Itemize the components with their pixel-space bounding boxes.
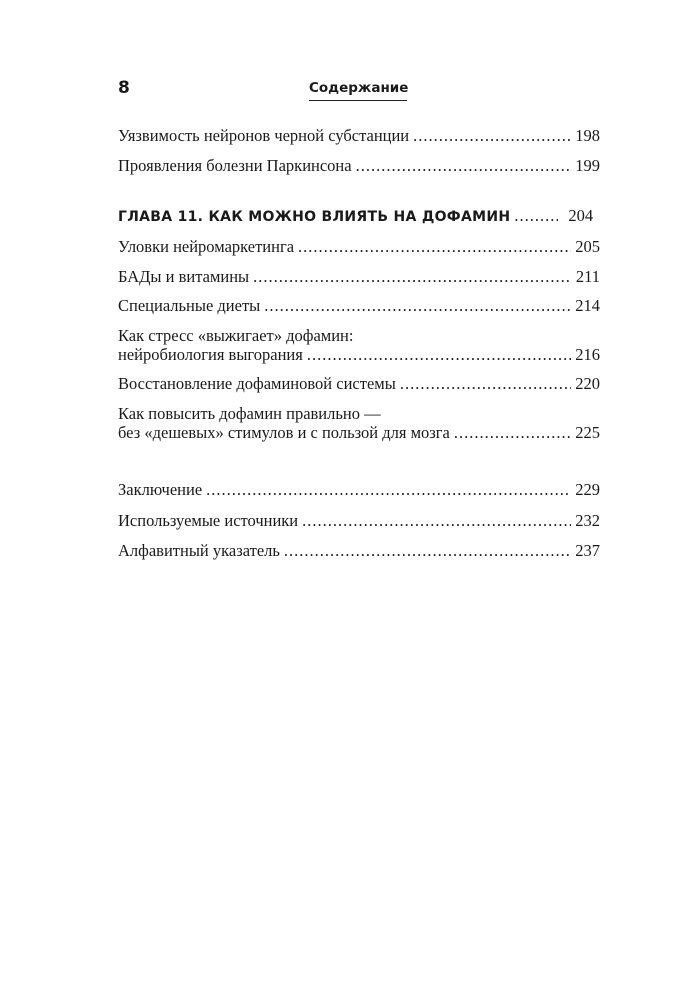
toc-entry-page: 198 — [575, 126, 600, 145]
toc-entry[interactable] — [118, 480, 600, 499]
dot-leader — [413, 126, 571, 145]
toc-entry-page: 199 — [575, 156, 600, 175]
toc-entry-page: 205 — [575, 237, 600, 256]
toc-entry-page: 214 — [575, 296, 600, 315]
toc-entry-page: 220 — [575, 374, 600, 393]
dot-leader — [514, 206, 558, 225]
toc-entry-page: 237 — [575, 541, 600, 560]
toc-chapter[interactable] — [118, 206, 600, 227]
dot-leader — [302, 511, 571, 530]
toc-entry-title: Используемые источники — [118, 511, 299, 530]
toc-entry[interactable] — [118, 296, 600, 315]
toc-entry[interactable] — [118, 404, 600, 442]
toc-entry[interactable] — [118, 126, 600, 145]
dot-leader — [298, 237, 571, 256]
dot-leader — [264, 296, 571, 315]
toc-entry-title: нейробиология выгорания — [118, 345, 303, 364]
toc-entry-title: Заключение — [118, 480, 203, 499]
toc-entry-title: БАДы и витамины — [118, 267, 250, 286]
chapter-title: ГЛАВА 11. КАК МОЖНО ВЛИЯТЬ НА ДОФАМИН — [118, 209, 511, 225]
toc-entry-page: 216 — [575, 345, 600, 364]
toc-entry-title: Специальные диеты — [118, 296, 261, 315]
toc-entry[interactable] — [118, 156, 600, 175]
dot-leader — [307, 345, 571, 364]
toc-entry-page: 225 — [575, 423, 600, 442]
chapter-page: 204 — [568, 206, 594, 225]
toc-entry-title-line: Как повысить дофамин правильно — — [118, 404, 381, 423]
toc-entry-title: Алфавитный указатель — [118, 541, 280, 560]
toc-entry[interactable] — [118, 237, 600, 256]
toc-entry-page: 229 — [575, 480, 600, 499]
dot-leader — [284, 541, 571, 560]
page-number: 8 — [118, 78, 130, 98]
toc-entry-title: Проявления болезни Паркинсона — [118, 156, 352, 175]
toc-entry[interactable] — [118, 541, 600, 560]
dot-leader — [454, 423, 571, 442]
running-head: Содержание — [309, 80, 409, 96]
toc-entry[interactable] — [118, 267, 600, 286]
dot-leader — [356, 156, 572, 175]
toc-entry-title: Уловки нейромаркетинга — [118, 237, 295, 256]
dot-leader — [206, 480, 571, 499]
dot-leader — [253, 267, 572, 286]
toc-entry-title: без «дешевых» стимулов и с пользой для мозга — [118, 423, 450, 442]
toc-entry[interactable] — [118, 374, 600, 393]
toc-entry-page: 211 — [575, 267, 600, 286]
toc-entry[interactable] — [118, 511, 600, 530]
toc-entry-title: Уязвимость нейронов черной субстанции — [118, 126, 410, 145]
toc-entry-page: 232 — [575, 511, 600, 530]
toc-entry[interactable] — [118, 326, 600, 364]
toc-entry-title-line: Как стресс «выжигает» дофамин: — [118, 326, 354, 345]
running-head-rule — [309, 100, 407, 101]
toc-entry-title: Восстановление дофаминовой системы — [118, 374, 396, 393]
dot-leader — [400, 374, 571, 393]
